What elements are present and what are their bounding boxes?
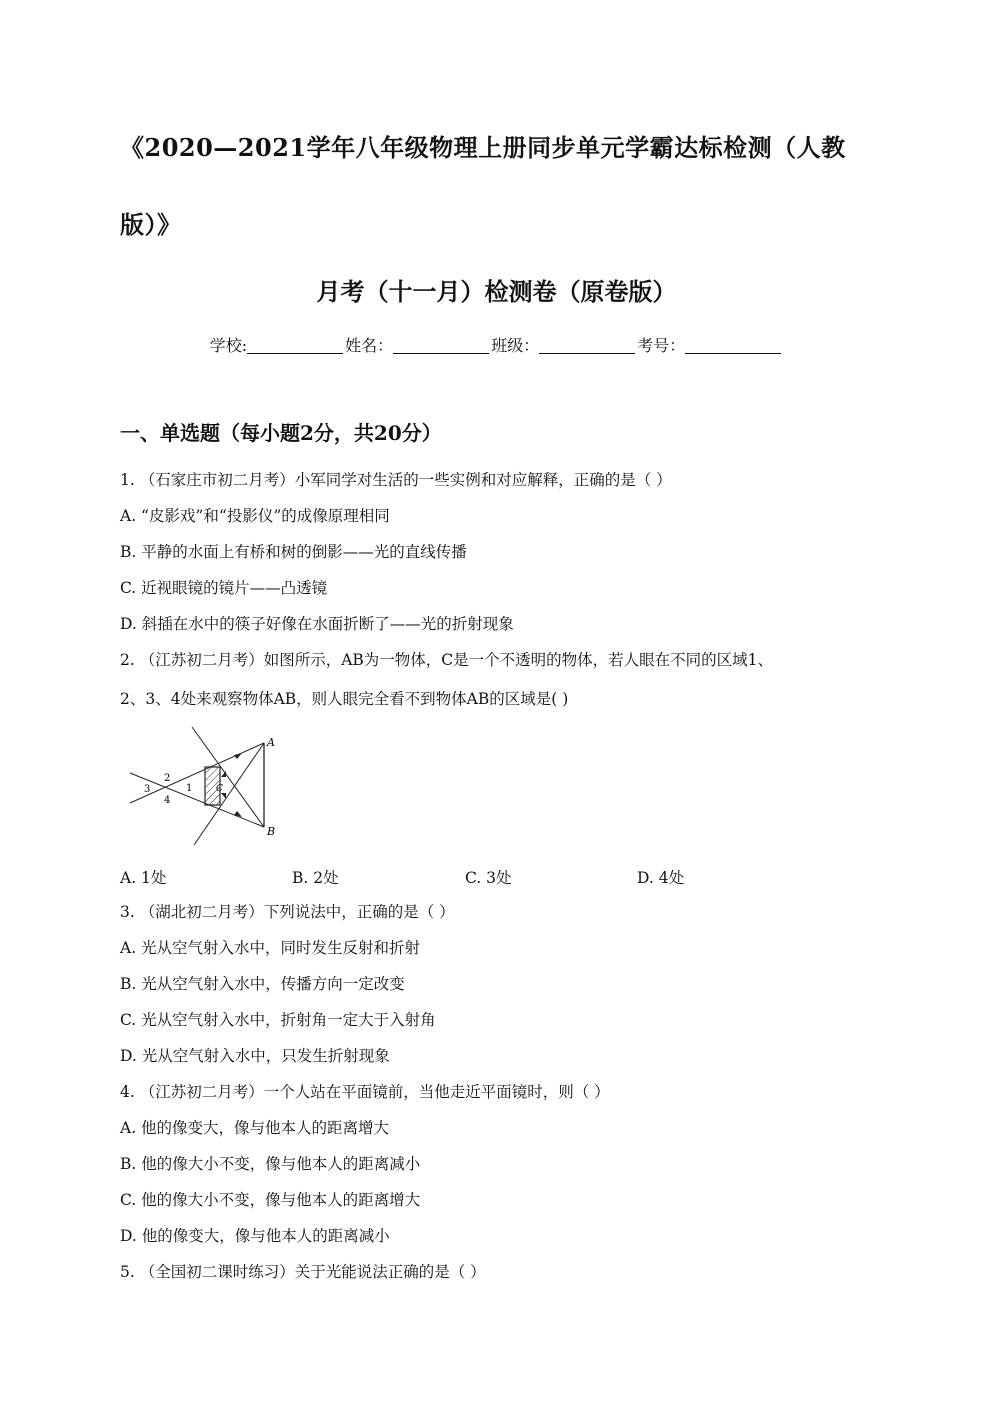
q1-option-b: B. 平静的水面上有桥和树的倒影——光的直线传播 [120,543,467,561]
q2-option-b: B. 2处 [292,869,339,887]
q4-stem: 4. （江苏初二月考）一个人站在平面镜前，当他走近平面镜时，则（ ） [120,1083,610,1101]
document-title-line-2: 版）》 [120,210,182,239]
class-blank [539,337,635,354]
exam-subtitle: 月考（十一月）检测卷（原卷版） [316,277,677,306]
region-label-3: 3 [144,784,151,795]
q2-option-a: A. 1处 [120,869,167,887]
q4-option-c: C. 他的像大小不变，像与他本人的距离增大 [120,1191,421,1209]
region-label-2: 2 [164,773,171,784]
q4-option-b: B. 他的像大小不变，像与他本人的距离减小 [120,1155,421,1173]
q5-stem: 5. （全国初二课时练习）关于光能说法正确的是（ ） [120,1263,486,1281]
q4-option-a: A. 他的像变大，像与他本人的距离增大 [120,1119,390,1137]
q3-option-c: C. 光从空气射入水中，折射角一定大于入射角 [120,1011,436,1029]
name-blank [393,337,489,354]
number-label: 考号： [637,336,686,355]
q2-stem-line-1: 2. （江苏初二月考）如图所示，AB为一物体，C是一个不透明的物体，若人眼在不同的区域1、 [120,651,774,669]
q1-stem: 1. （石家庄市初二月考）小军同学对生活的一些实例和对应解释，正确的是（ ） [120,471,672,489]
q4-option-d: D. 他的像变大，像与他本人的距离减小 [120,1227,390,1245]
q1-option-d: D. 斜插在水中的筷子好像在水面折断了——光的折射现象 [120,615,514,633]
class-label: 班级： [491,336,540,355]
q3-stem: 3. （湖北初二月考）下列说法中，正确的是（ ） [120,903,455,921]
ray-b-to-left [130,773,264,827]
school-blank [247,337,343,354]
arrowhead-1 [234,753,242,759]
student-info-line [0,333,993,356]
document-title-line-1: 《2020—2021学年八年级物理上册同步单元学霸达标检测（人教 [120,133,846,162]
section-heading-single-choice: 一、单选题（每小题2分，共20分） [120,421,442,445]
q2-stem-line-2: 2、3、4处来观察物体AB，则人眼完全看不到物体AB的区域是( ) [120,690,569,708]
optics-diagram-svg [126,725,286,850]
q2-option-d: D. 4处 [637,869,685,887]
q1-option-c: C. 近视眼镜的镜片——凸透镜 [120,579,328,597]
q2-optics-diagram [126,725,286,850]
label-c: C [216,784,223,794]
arrowhead-3 [221,771,226,777]
q1-option-a: A. “皮影戏”和“投影仪”的成像原理相同 [120,507,390,525]
q3-option-b: B. 光从空气射入水中，传播方向一定改变 [120,975,405,993]
q3-option-a: A. 光从空气射入水中，同时发生反射和折射 [120,939,421,957]
number-blank [685,337,781,354]
label-b: B [267,825,276,838]
region-label-4: 4 [164,795,171,806]
region-label-1: 1 [186,783,193,794]
q3-option-d: D. 光从空气射入水中，只发生折射现象 [120,1047,390,1065]
label-a: A [267,736,275,749]
name-label: 姓名： [345,336,394,355]
q2-option-c: C. 3处 [465,869,512,887]
q2-options-row [120,866,820,886]
school-label: 学校: [209,336,248,355]
